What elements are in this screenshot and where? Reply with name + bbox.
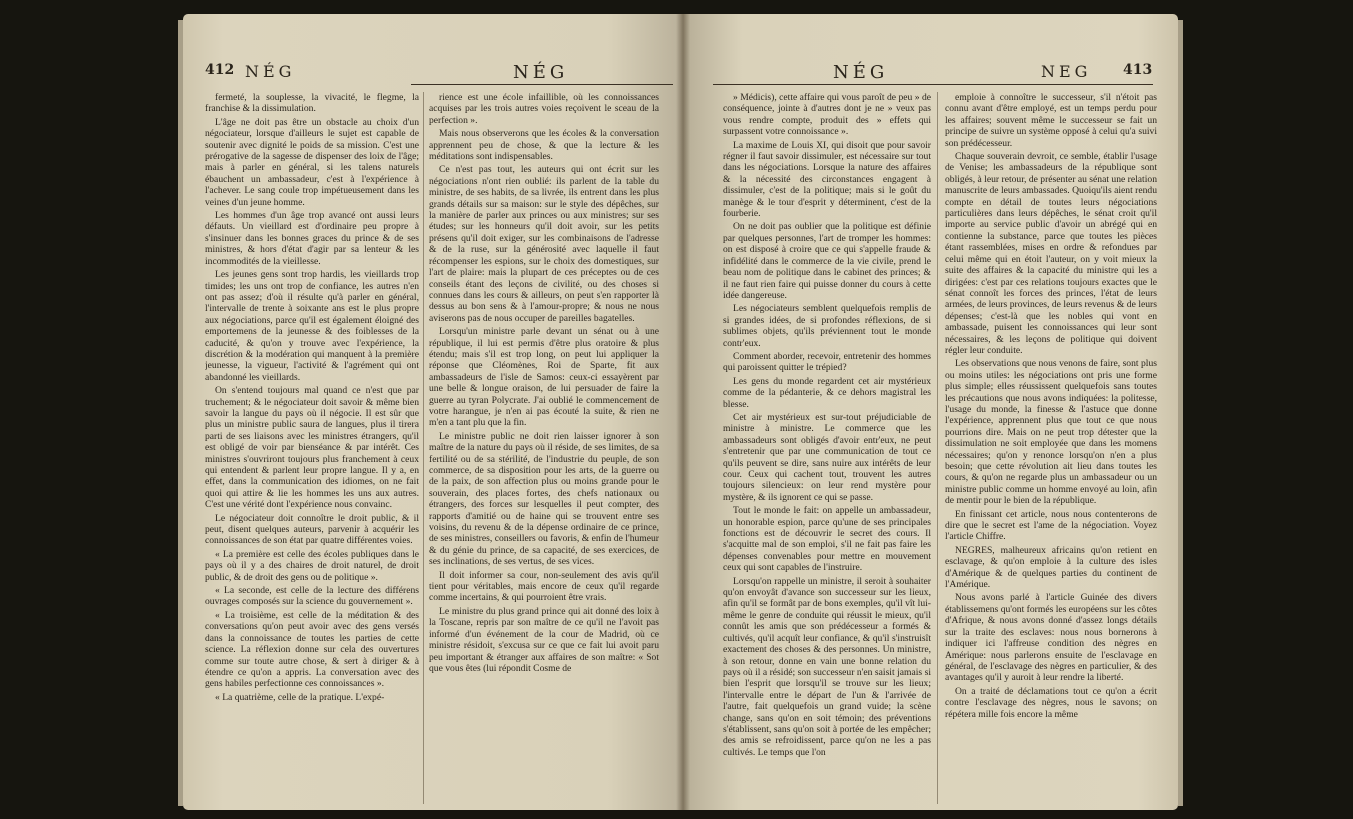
- paragraph: Chaque souverain devroit, ce semble, établir l'usage de Venise; les ambassadeurs de la république sont obligés, à leur retour, de présenter au sénat une relation manuscrite de leurs ambassades. Quoiqu'ils aient rendu compte en détail de toutes leurs négociations particulières dans leurs dépêches, le sénat croit qu'il importe au service public d'avoir un abrégé qui en contienne la substance, parce que toutes les pièces étant rassemblées, mises en ordre & refondues par celui même qui en étoit l'auteur, on y voit mieux la suite des affaires & la capacité du ministre qui les a dirigées: c'est par ces relations toujours exactes que le sénat connoît les forces des princes, l'état de leurs armées, de leurs provinces, de leurs revenus & de leurs dépenses; c'est-là que les nobles qui vont en ambassade, puisent les connoissances qui leur sont nécessaires, & les leçons de politique qui doivent régler leur conduite.: [945, 151, 1157, 356]
- left-running-head-small: NÉG: [245, 62, 296, 81]
- paragraph: Le ministre public ne doit rien laisser ignorer à son maître de la nature du pays où il réside, de ses limites, de sa fertilité ou de sa stérilité, de l'industrie du peuple, de son commerce, de sa disposition pour les arts, de la guerre ou de la paix, de son affection plus ou moins grande pour le souverain, des places fortes, des chefs nationaux ou étrangers, des forces sur lesquelles il peut compter, des rapports d'amitié ou de haine qui se trouvent entre ses voisins, du revenu & de la dépense ordinaire de ce prince, de ses ministres, conseillers ou favoris, & enfin de l'humeur & du génie du prince, de sa capacité, de ses exercices, de ses inclinations, de ses vertus, de ses vices.: [429, 430, 659, 568]
- paragraph: On a traité de déclamations tout ce qu'on a écrit contre l'esclavage des nègres, nous le savons; on répétera mille fois encore la même: [945, 685, 1157, 720]
- paragraph: Lorsqu'on rappelle un ministre, il seroit à souhaiter qu'on envoyât d'avance son successeur sur les lieux, afin qu'il se formât par de bons exemples, qu'il vît lui-même le genre de conduite qui réussit le mieux, qu'il connût les amis que son prédécesseur a formés & cultivés, qu'il acquît leur confiance, & qu'il s'instruisît exactement des choses & des personnes. Un ministre, à son retour, donne en vain une bonne relation du pays où il a résidé; son successeur n'en saisit jamais si bien l'esprit que lorsqu'il se trouve sur les lieux; l'intervalle entre le départ de l'un & l'arrivée de l'autre, fait quelquefois un grand vuide; la scène change, sans qu'on en soit témoin; des préventions s'établissent, sans qu'on soit à portée de les empêcher; des amis se refroidissent, parce qu'on ne les a pas cultivés. Le temps que l'on: [723, 575, 931, 758]
- left-running-head-center: NÉG: [513, 62, 569, 83]
- paragraph: Ce n'est pas tout, les auteurs qui ont écrit sur les négociations n'ont rien oublié: ils parlent de la table du ministre, de ses habits, de sa livrée, ils entrent dans les plus grands détails sur sa maison: sur le style des dépêches, sur la manière de parler aux princes ou aux ministres; sur ses études; sur les honneurs qu'il doit avoir, sur les petits présens qu'il doit exiger, sur les combinaisons de l'adresse & de la ruse, sur la générosité avec laquelle il faut récompenser les espions, sur le choix des domestiques, sur l'art de plaire: mais la plupart de ces préceptes ou de ces conseils étant des leçons de civilité, ou des choses si connues dans les cours & ailleurs, on peut s'en rapporter là dessus au bon sens & à l'amour-propre; & nous ne nous aviserons pas de nous occuper de pareilles bagatelles.: [429, 164, 659, 324]
- paragraph: On s'entend toujours mal quand ce n'est que par truchement; & le négociateur doit savoir & même bien savoir la langue du pays où il négocie. Il est sûr que plus un ministre public saura de langues, plus il tirera parti de ses liaisons avec les ministres étrangers, qu'il est obligé de voir par bienséance & par intérêt. Ces ministres s'ouvriront toujours plus franchement à ceux qui entendent & parlent leur propre langue. Il y a, en effet, dans la communication des idiomes, on ne fait quoi qui attire & lie les hommes les uns aux autres. C'est une vérité dont l'expérience nous convainc.: [205, 385, 419, 511]
- paragraph: En finissant cet article, nous nous contenterons de dire que le secret est l'ame de la négociation. Voyez l'article Chiffre.: [945, 508, 1157, 543]
- paragraph: NEGRES, malheureux africains qu'on retient en esclavage, & qu'on emploie à la culture des isles d'Amérique & de quelques parties du continent de l'Amérique.: [945, 544, 1157, 591]
- left-column-divider: [423, 92, 424, 804]
- paragraph: Le ministre du plus grand prince qui ait donné des loix à la Toscane, repris par son maître de ce qu'il ne l'avoit pas informé d'un événement de la cour de Madrid, où ce ministre résidoit, s'excusa sur ce que ce fait lui avoit paru peu important & étranger aux affaires de son maître: « Sot que vous êtes (lui répondit Cosme de: [429, 605, 659, 674]
- paragraph: Tout le monde le fait: on appelle un ambassadeur, un honorable espion, parce qu'une de ses principales fonctions est de découvrir le secret des cours. Il s'acquitte mal de son emploi, s'il ne fait pas faire les dépenses convenables pour mettre en mouvement ceux qui sont capables de l'instruire.: [723, 505, 931, 574]
- paragraph: Les gens du monde regardent cet air mystérieux comme de la pédanterie, & ce dehors magistral les blesse.: [723, 375, 931, 410]
- right-page: [683, 14, 1178, 810]
- book-gutter: [676, 14, 690, 810]
- left-column-2: [429, 92, 659, 804]
- paragraph: On ne doit pas oublier que la politique est définie par quelques personnes, l'art de tromper les hommes: on est disposé à croire que ce qui s'appelle fraude & infidélité dans le commerce de la vie civile, prend le beau nom de politique dans le cabinet des princes; & il ne faut rien faire qui puisse donner du cours à cette idée dangereuse.: [723, 221, 931, 301]
- paragraph: Les hommes d'un âge trop avancé ont aussi leurs défauts. Un vieillard est d'ordinaire peu propre à s'insinuer dans les bonnes graces du prince & de ses ministres, & hors d'état d'agir par sa lenteur & les incommodités de la vieillesse.: [205, 210, 419, 267]
- right-page-number: 413: [1123, 62, 1153, 78]
- paragraph: Comment aborder, recevoir, entretenir des hommes qui paroissent quitter le trépied?: [723, 350, 931, 374]
- paragraph: Les négociateurs semblent quelquefois remplis de si grandes idées, de si profondes réflexions, de si sublimes objets, qu'ils préviennent tout le monde contr'eux.: [723, 303, 931, 349]
- paragraph: L'âge ne doit pas être un obstacle au choix d'un négociateur, lorsque d'ailleurs le sujet est capable de soutenir avec dignité le poids de sa mission. C'est une prérogative de la sagesse de dispenser des loix de l'âge; mais à parler en général, si les talens naturels ébauchent un ambassadeur, c'est à l'expérience à l'achever. Le sang coule trop impétueusement dans les veines d'un jeune homme.: [205, 116, 419, 208]
- paragraph: « La quatrième, celle de la pratique. L'expé-: [215, 691, 385, 703]
- paragraph: rience est une école infaillible, où les connoissances acquises par les trois autres voies reçoivent le sceau de la perfection ».: [429, 92, 659, 126]
- left-header-rule: [411, 84, 673, 85]
- paragraph: La maxime de Louis XI, qui disoit que pour savoir régner il faut savoir dissimuler, est nécessaire sur tout dans les négociations. Lorsque la nature des affaires & la nécessité des circonstances engagent à dissimuler, c'est de la politique; mais si le goût du manège & le tour d'esprit y déterminent, c'est de la fourberie.: [723, 139, 931, 220]
- paragraph: Il doit informer sa cour, non-seulement des avis qu'il tient pour véritables, mais encore de ceux qu'il regarde comme incertains, & qui pourroient être vrais.: [429, 569, 659, 604]
- right-running-head-center: NÉG: [833, 62, 889, 83]
- paragraph: Les observations que nous venons de faire, sont plus ou moins utiles: les négociations ont pris une forme plus simple; elles réussissent quelquefois sans toutes les précautions que nous avons indiquées: la politesse, l'usage du monde, la finesse & l'astuce que donne l'expérience, apprennent plus que tout ce que nous pourrions dire. Mais on ne peut trop détester que la dissimulation ne soit employée que dans les momens nécessaires; qu'on y renonce lorsqu'on n'en a plus besoin; que cette révolution ait lieu dans toutes les cours, & qu'on ne regarde plus un ambassadeur ou un ministre public comme un homme envoyé au loin, afin de mentir pour le bien de la république.: [945, 358, 1157, 507]
- paragraph: « La première est celle des écoles publiques dans le pays où il y a des chaires de droit naturel, de droit public, & de droit des gens ou de politique ».: [205, 548, 419, 583]
- right-header-rule: [713, 84, 1153, 85]
- paragraph: Le négociateur doit connoître le droit public, & il peut, disent quelques auteurs, parvenir à acquérir les connoissances de son état par quatre différentes voies.: [205, 512, 419, 547]
- right-column-2: [945, 92, 1157, 804]
- paragraph: « La seconde, est celle de la lecture des différens ouvrages composés sur la science du gouvernement ».: [205, 585, 419, 608]
- left-page-number: 412: [205, 62, 235, 78]
- paragraph: » Médicis), cette affaire qui vous paroît de peu » de conséquence, jointe à d'autres dont je ne » veux pas vous rendre compte, produit des » effets qui surpassent votre connoissance ».: [723, 92, 931, 138]
- paragraph: fermeté, la souplesse, la vivacité, le flegme, la franchise & la dissimulation.: [205, 92, 419, 115]
- paragraph: Lorsqu'un ministre parle devant un sénat ou à une république, il lui est permis d'être plus oratoire & plus étendu; mais s'il est trop long, on peut lui appliquer la réponse que Cléomènes, Roi de Sparte, fit aux ambassadeurs de l'isle de Samos: ceux-ci essayèrent par une belle & longue oraison, de lui persuader de faire la guerre au tyran Polycrate. J'ai oublié le commencement de votre harangue, je n'en ai pas écouté la suite, & rien ne m'en a tant plu que la fin.: [429, 326, 659, 429]
- right-column-divider: [937, 92, 938, 804]
- paragraph: Les jeunes gens sont trop hardis, les vieillards trop timides; les uns ont trop de confiance, les autres n'en ont pas assez; d'où il résulte qu'à parler en général, l'intervalle de trente à soixante ans est le plus propre aux négociations, parce qu'il est également éloigné des emportemens de la jeunesse & des foiblesses de la caducité, & qu'on y trouve avec l'expérience, la discrétion & la modération qui manquent à la première jeunesse, la vigueur, l'activité & l'agrément qui ont abandonné les vieillards.: [205, 269, 419, 383]
- paragraph: Cet air mystérieux est sur-tout préjudiciable de ministre à ministre. Le commerce que les ambassadeurs sont obligés d'avoir entr'eux, ne peut s'entretenir que par une communication de tout ce qu'ils peuvent se dire, sans nuire aux intérêts de leur cour. Ceux qui cachent tout, trouvent les autres toujours silencieux: on leur rend mystère pour mystère, & ils ignorent ce qui se passe.: [723, 411, 931, 503]
- right-running-head-small: NEG: [1041, 62, 1092, 81]
- paragraph: Mais nous observerons que les écoles & la conversation apprennent peu de chose, & que la lecture & les méditations sont indispensables.: [429, 128, 659, 163]
- right-column-1: [723, 92, 931, 804]
- left-page: [183, 14, 683, 810]
- left-column-1: [205, 92, 419, 804]
- paragraph: Nous avons parlé à l'article Guinée des divers établissemens qu'ont formés les européens sur les côtes d'Afrique, & nous avons donné d'assez longs détails sur la traite des esclaves: nous nous bornerons à indiquer ici l'affreuse condition des nègres en Amérique: nous parlerons ensuite de l'esclavage en général, de l'esclavage des nègres en particulier, & des avantages qu'il y auroit à leur rendre la liberté.: [945, 592, 1157, 684]
- paragraph: emploie à connoître le successeur, s'il n'étoit pas connu avant d'être employé, est un temps perdu pour les affaires; souvent même le successeur se fait un principe de suivre un système opposé à celui qu'a suivi son prédécesseur.: [945, 92, 1157, 149]
- right-page-edge: [1178, 20, 1183, 806]
- paragraph: « La troisième, est celle de la méditation & des conversations qu'on peut avoir avec des gens versés dans la connoissance de toutes les parties de cette science. La réflexion donne sur cela des ouvertures comme sur toute autre chose, & sert à diriger & à étendre ce qu'on a appris. La conversation avec des gens habiles perfectionne ces connoissances ».: [205, 609, 419, 690]
